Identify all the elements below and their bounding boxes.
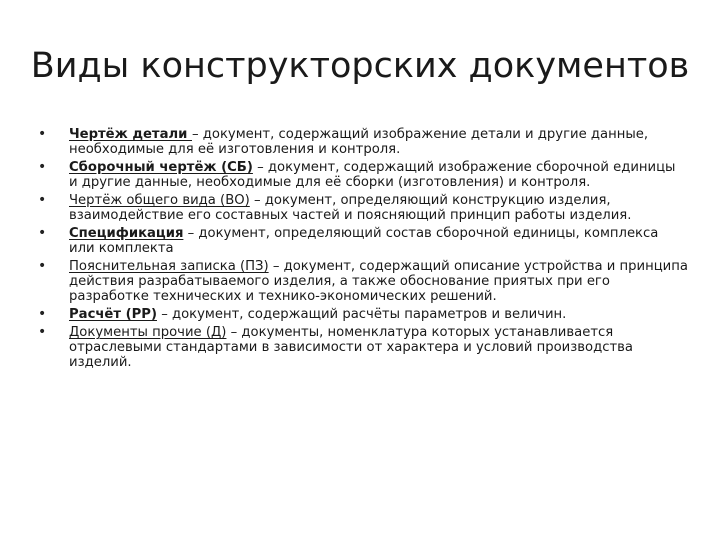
definition-assembly-drawing: – документ, содержащий изображение сборочной единицы и другие данные, необходимые для её сборки (изготовления) и контроля. (69, 160, 676, 190)
bullet-icon: • (38, 126, 47, 142)
term-assembly-drawing: Сборочный чертёж (СБ) (69, 160, 253, 175)
term-general-view-drawing: Чертёж общего вида (ВО) (69, 193, 250, 208)
list-item-explanatory-note (38, 259, 688, 304)
definition-specification: – документ, определяющий состав сборочной единицы, комплекса или комплекта (69, 226, 659, 256)
bullet-icon: • (38, 225, 47, 241)
list-item-general-view-drawing (38, 193, 688, 223)
slide-title: Виды конструкторских документов (30, 46, 690, 86)
definition-calculation: – документ, содержащий расчёты параметров и величин. (157, 307, 567, 322)
definition-explanatory-note: – документ, содержащий описание устройства и принципа действия разрабатываемого изделия, а также обоснование приятых при его разработке технических и технико-экономических решений. (69, 259, 688, 304)
term-specification: Спецификация (69, 226, 184, 241)
definition-general-view-drawing: – документ, определяющий конструкцию изделия, взаимодействие его составных частей и поясняющий принцип работы изделия. (69, 193, 632, 223)
definition-other-documents: – документы, номенклатура которых устанавливается отраслевыми стандартами в зависимости от характера и условий производства изделий. (69, 325, 633, 370)
list-item-part-drawing (38, 127, 688, 157)
definition-part-drawing: – документ, содержащий изображение детали и другие данные, необходимые для её изготовления и контроля. (69, 127, 649, 157)
bullet-icon: • (38, 159, 47, 175)
list-item-calculation (38, 307, 688, 322)
term-other-documents: Документы прочие (Д) (69, 325, 227, 340)
list-item-assembly-drawing (38, 160, 688, 190)
list-item-specification (38, 226, 688, 256)
bullet-icon: • (38, 258, 47, 274)
document-types-list (38, 127, 688, 373)
term-calculation: Расчёт (РР) (69, 307, 157, 322)
bullet-icon: • (38, 324, 47, 340)
term-part-drawing: Чертёж детали (69, 127, 192, 142)
bullet-icon: • (38, 306, 47, 322)
bullet-icon: • (38, 192, 47, 208)
term-explanatory-note: Пояснительная записка (ПЗ) (69, 259, 269, 274)
list-item-other-documents (38, 325, 688, 370)
